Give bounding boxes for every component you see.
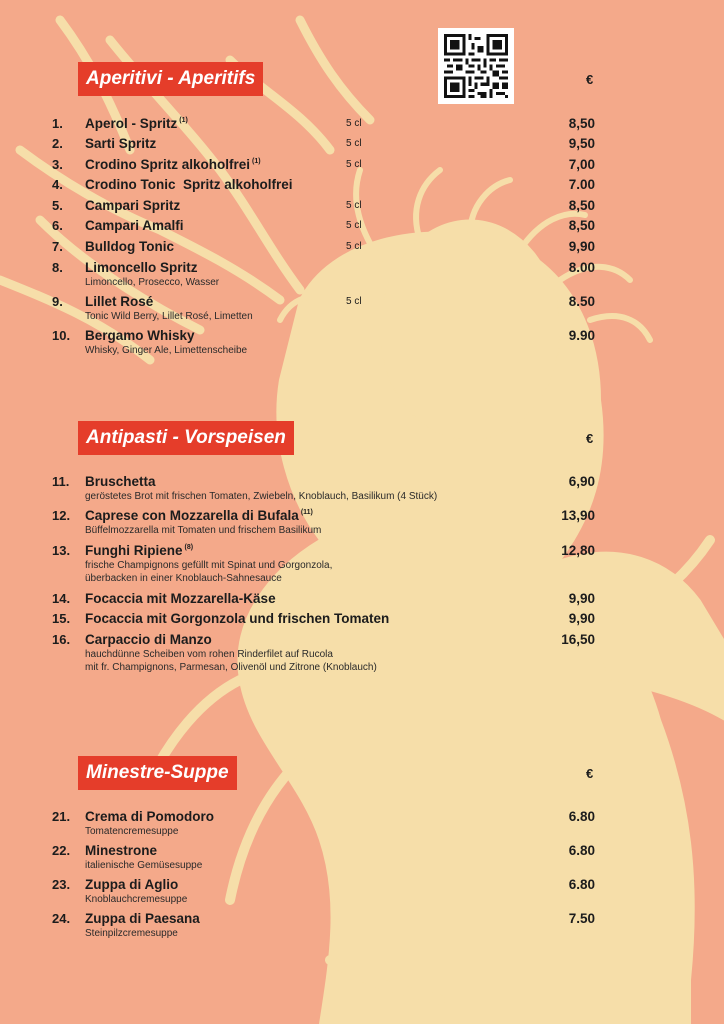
item-number: 22. <box>52 843 71 858</box>
item-description: Büffelmozzarella mit Tomaten und frischem Basilikum <box>85 525 322 536</box>
item-price: 6.80 <box>568 843 595 858</box>
item-name: Focaccia mit Gorgonzola und frischen Tomaten <box>85 611 390 626</box>
item-price: 6,90 <box>568 474 595 489</box>
item-name: Campari Spritz <box>85 198 181 213</box>
allergen-note: (11) <box>300 509 313 516</box>
item-description: frische Champignons gefüllt mit Spinat und Gorgonzola, <box>85 560 333 571</box>
allergen-note: (1) <box>252 158 261 165</box>
section-title-minestre: Minestre-Suppe <box>78 756 237 790</box>
currency-symbol: € <box>586 431 594 446</box>
item-name: Zuppa di Paesana <box>85 911 200 926</box>
item-price: 8.00 <box>568 260 595 275</box>
item-description: Limoncello, Prosecco, Wasser <box>85 277 220 288</box>
item-number: 4. <box>52 177 63 192</box>
item-description: mit fr. Champignons, Parmesan, Olivenöl und Zitrone (Knoblauch) <box>85 662 377 673</box>
item-number: 16. <box>52 632 71 647</box>
item-price: 13,90 <box>561 508 595 523</box>
item-price: 6.80 <box>568 877 595 892</box>
item-number: 24. <box>52 911 71 926</box>
item-name: Zuppa di Aglio <box>85 877 179 892</box>
section-title-aperitivi: Aperitivi - Aperitifs <box>78 62 263 96</box>
item-price: 9,50 <box>568 136 595 151</box>
qr-code[interactable] <box>438 28 514 104</box>
item-number: 1. <box>52 116 63 131</box>
item-name: Limoncello Spritz <box>85 260 198 275</box>
item-price: 8,50 <box>568 116 595 131</box>
item-description: geröstetes Brot mit frischen Tomaten, Zwiebeln, Knoblauch, Basilikum (4 Stück) <box>85 491 438 502</box>
item-description: italienische Gemüsesuppe <box>85 860 203 871</box>
item-name: Bergamo Whisky <box>85 328 195 343</box>
item-price: 16,50 <box>561 632 595 647</box>
item-name: Lillet Rosé <box>85 294 154 309</box>
item-number: 13. <box>52 543 71 558</box>
item-number: 14. <box>52 591 71 606</box>
item-price: 6.80 <box>568 809 595 824</box>
item-description: Whisky, Ginger Ale, Limettenscheibe <box>85 345 248 356</box>
item-description: Steinpilzcremesuppe <box>85 928 178 939</box>
item-name: Carpaccio di Manzo <box>85 632 212 647</box>
item-price: 7.00 <box>568 177 595 192</box>
currency-symbol: € <box>586 72 594 87</box>
item-name: Minestrone <box>85 843 158 858</box>
item-price: 8.50 <box>568 294 595 309</box>
item-volume: 5 cl <box>346 138 362 149</box>
allergen-note: (8) <box>184 544 194 551</box>
item-name: Sarti Spritz <box>85 136 157 151</box>
item-name: Bruschetta <box>85 474 156 489</box>
item-name: Crodino Spritz alkoholfrei $^{(1)}$ <box>85 157 261 172</box>
item-volume: 5 cl <box>346 241 362 252</box>
item-description: Tomatencremesuppe <box>85 826 179 837</box>
item-name: Focaccia mit Mozzarella-Käse <box>85 591 276 606</box>
item-number: 2. <box>52 136 63 151</box>
item-name: Aperol - Spritz $^{(1)}$ <box>85 116 188 131</box>
item-volume: 5 cl <box>346 220 362 231</box>
item-number: 3. <box>52 157 63 172</box>
item-number: 10. <box>52 328 71 343</box>
item-number: 23. <box>52 877 71 892</box>
item-price: 8,50 <box>568 218 595 233</box>
item-number: 9. <box>52 294 63 309</box>
item-price: 12,80 <box>561 543 595 558</box>
item-description: hauchdünne Scheiben vom rohen Rinderfilet auf Rucola <box>85 649 333 660</box>
item-number: 8. <box>52 260 63 275</box>
allergen-note: (1) <box>179 117 188 124</box>
item-price: 9.90 <box>568 328 595 343</box>
item-name: Funghi Ripiene $^{(8)}$ <box>85 543 194 558</box>
item-number: 21. <box>52 809 71 824</box>
item-name: Crema di Pomodoro <box>85 809 215 824</box>
item-name: Bulldog Tonic <box>85 239 174 254</box>
item-number: 12. <box>52 508 71 523</box>
item-number: 7. <box>52 239 63 254</box>
item-description: überbacken in einer Knoblauch-Sahnesauce <box>85 573 282 584</box>
item-description: Tonic Wild Berry, Lillet Rosé, Limetten <box>85 311 253 322</box>
item-number: 15. <box>52 611 71 626</box>
item-number: 11. <box>52 474 70 489</box>
item-volume: 5 cl <box>346 296 362 307</box>
item-description: Knoblauchcremesuppe <box>85 894 188 905</box>
item-number: 5. <box>52 198 63 213</box>
item-price: 7.50 <box>568 911 595 926</box>
currency-symbol: € <box>586 766 594 781</box>
item-price: 9,90 <box>568 611 595 626</box>
item-volume: 5 cl <box>346 200 362 211</box>
item-name: Crodino Tonic Spritz alkoholfrei <box>85 177 293 192</box>
item-price: 9,90 <box>568 239 595 254</box>
item-price: 9,90 <box>568 591 595 606</box>
item-number: 6. <box>52 218 63 233</box>
item-volume: 5 cl <box>346 118 362 129</box>
item-price: 7,00 <box>568 157 595 172</box>
item-price: 8,50 <box>568 198 595 213</box>
item-name: Campari Amalfi <box>85 218 184 233</box>
section-title-antipasti: Antipasti - Vorspeisen <box>78 421 294 455</box>
item-volume: 5 cl <box>346 159 362 170</box>
item-name: Caprese con Mozzarella di Bufala $^{(11)}$ <box>85 508 313 523</box>
